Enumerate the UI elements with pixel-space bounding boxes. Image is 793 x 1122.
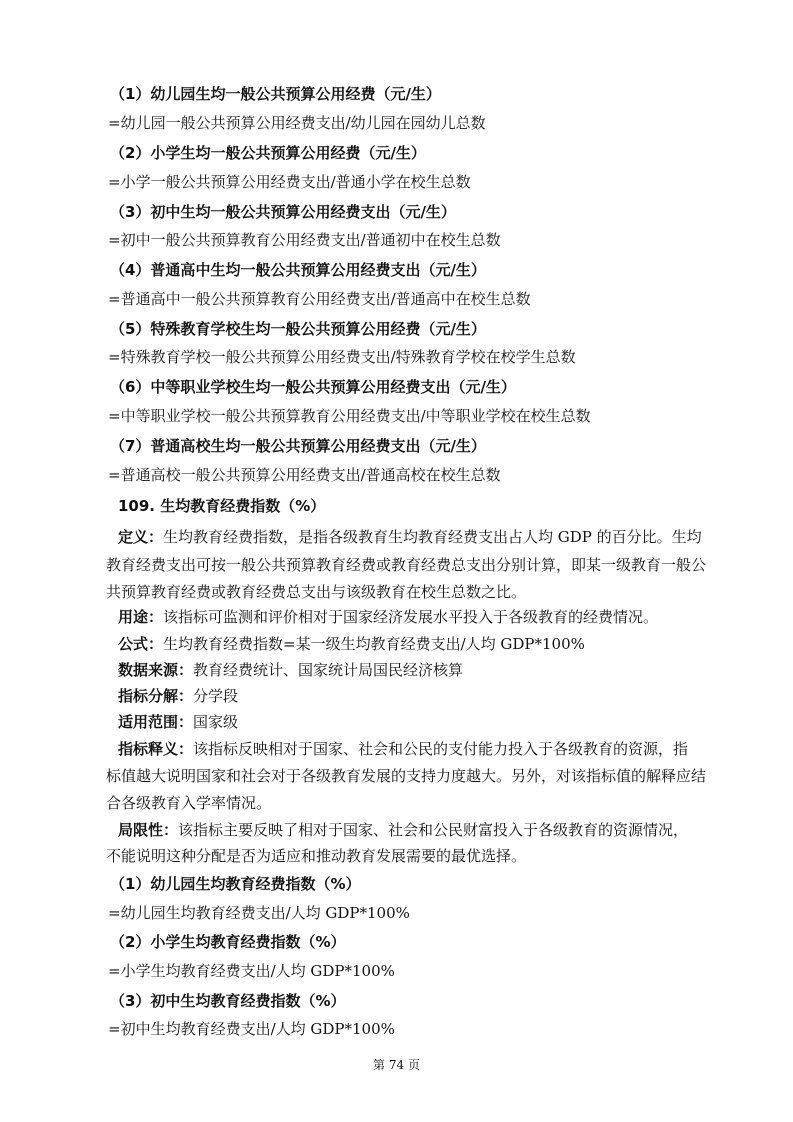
limit-label: 局限性： bbox=[118, 821, 179, 839]
limit-line-1 bbox=[118, 820, 688, 840]
usage-label: 用途： bbox=[118, 608, 164, 626]
interp-text-1: 该指标反映相对于国家、社会和公民的支付能力投入于各级教育的资源，指 bbox=[193, 740, 689, 758]
section-title: 109. 生均教育经费指数（%） bbox=[118, 497, 326, 515]
definition-line-3: 共预算教育经费或教育经费总支出与该级教育在校生总数之比。 bbox=[106, 583, 527, 601]
item-a1-formula: =幼儿园一般公共预算公用经费支出/幼儿园在园幼儿总数 bbox=[108, 114, 486, 132]
scope-text: 国家级 bbox=[193, 713, 239, 731]
breakdown-label: 指标分解： bbox=[118, 687, 194, 705]
definition-line-2: 教育经费支出可按一般公共预算教育经费或教育经费总支出分别计算，即某一级教育一般公 bbox=[106, 556, 707, 574]
interp-line-2: 标值越大说明国家和社会对于各级教育发展的支持力度越大。另外，对该指标值的解释应结 bbox=[106, 767, 707, 785]
item-a7-formula: =普通高校一般公共预算公用经费支出/普通高校在校生总数 bbox=[108, 466, 501, 484]
item-a3-title: （3）初中生均一般公共预算公用经费支出（元/生） bbox=[110, 203, 456, 221]
source-label: 数据来源： bbox=[118, 661, 194, 679]
item-a2-formula: =小学一般公共预算公用经费支出/普通小学在校生总数 bbox=[108, 173, 471, 191]
item-a6-formula: =中等职业学校一般公共预算教育公用经费支出/中等职业学校在校生总数 bbox=[108, 407, 591, 425]
interp-line-3: 合各级教育入学率情况。 bbox=[106, 794, 272, 812]
breakdown-text: 分学段 bbox=[193, 687, 239, 705]
usage-line bbox=[118, 607, 658, 627]
definition-label: 定义： bbox=[118, 528, 164, 546]
item-a6-title: （6）中等职业学校生均一般公共预算公用经费支出（元/生） bbox=[110, 378, 516, 396]
formula-label: 公式： bbox=[118, 635, 164, 653]
item-a7-title: （7）普通高校生均一般公共预算公用经费支出（元/生） bbox=[110, 437, 486, 455]
item-b2-formula: =小学生均教育经费支出/人均 GDP*100% bbox=[108, 962, 395, 980]
source-line bbox=[118, 660, 463, 680]
formula-text: 生均教育经费指数=某一级生均教育经费支出/人均 GDP*100% bbox=[163, 635, 585, 653]
item-a5-formula: =特殊教育学校一般公共预算公用经费支出/特殊教育学校在校学生总数 bbox=[108, 348, 576, 366]
definition-line-1 bbox=[118, 527, 702, 547]
definition-text-1: 生均教育经费指数，是指各级教育生均教育经费支出占人均 GDP 的百分比。生均 bbox=[163, 528, 702, 546]
interp-label: 指标释义： bbox=[118, 740, 194, 758]
usage-text: 该指标可监测和评价相对于国家经济发展水平投入于各级教育的经费情况。 bbox=[163, 608, 659, 626]
interp-line-1 bbox=[118, 739, 688, 759]
limit-line-2: 不能说明这种分配是否为适应和推动教育发展需要的最优选择。 bbox=[106, 847, 527, 865]
source-text: 教育经费统计、国家统计局国民经济核算 bbox=[193, 661, 464, 679]
item-a1-title: （1）幼儿园生均一般公共预算公用经费（元/生） bbox=[110, 85, 441, 103]
scope-line bbox=[118, 712, 238, 732]
item-b3-formula: =初中生均教育经费支出/人均 GDP*100% bbox=[108, 1020, 395, 1038]
formula-line bbox=[118, 634, 585, 654]
scope-label: 适用范围： bbox=[118, 713, 194, 731]
item-b1-formula: =幼儿园生均教育经费支出/人均 GDP*100% bbox=[108, 904, 410, 922]
item-b2-title: （2）小学生均教育经费指数（%） bbox=[110, 933, 346, 951]
item-a3-formula: =初中一般公共预算教育公用经费支出/普通初中在校生总数 bbox=[108, 231, 501, 249]
item-a4-title: （4）普通高中生均一般公共预算公用经费支出（元/生） bbox=[110, 261, 486, 279]
page-number: 第 74 页 bbox=[373, 1058, 420, 1072]
breakdown-line bbox=[118, 686, 238, 706]
limit-text-1: 该指标主要反映了相对于国家、社会和公民财富投入于各级教育的资源情况， bbox=[178, 821, 689, 839]
item-b3-title: （3）初中生均教育经费指数（%） bbox=[110, 992, 346, 1010]
item-a2-title: （2）小学生均一般公共预算公用经费（元/生） bbox=[110, 144, 426, 162]
item-a5-title: （5）特殊教育学校生均一般公共预算公用经费（元/生） bbox=[110, 320, 486, 338]
item-b1-title: （1）幼儿园生均教育经费指数（%） bbox=[110, 875, 361, 893]
item-a4-formula: =普通高中一般公共预算教育公用经费支出/普通高中在校生总数 bbox=[108, 290, 531, 308]
